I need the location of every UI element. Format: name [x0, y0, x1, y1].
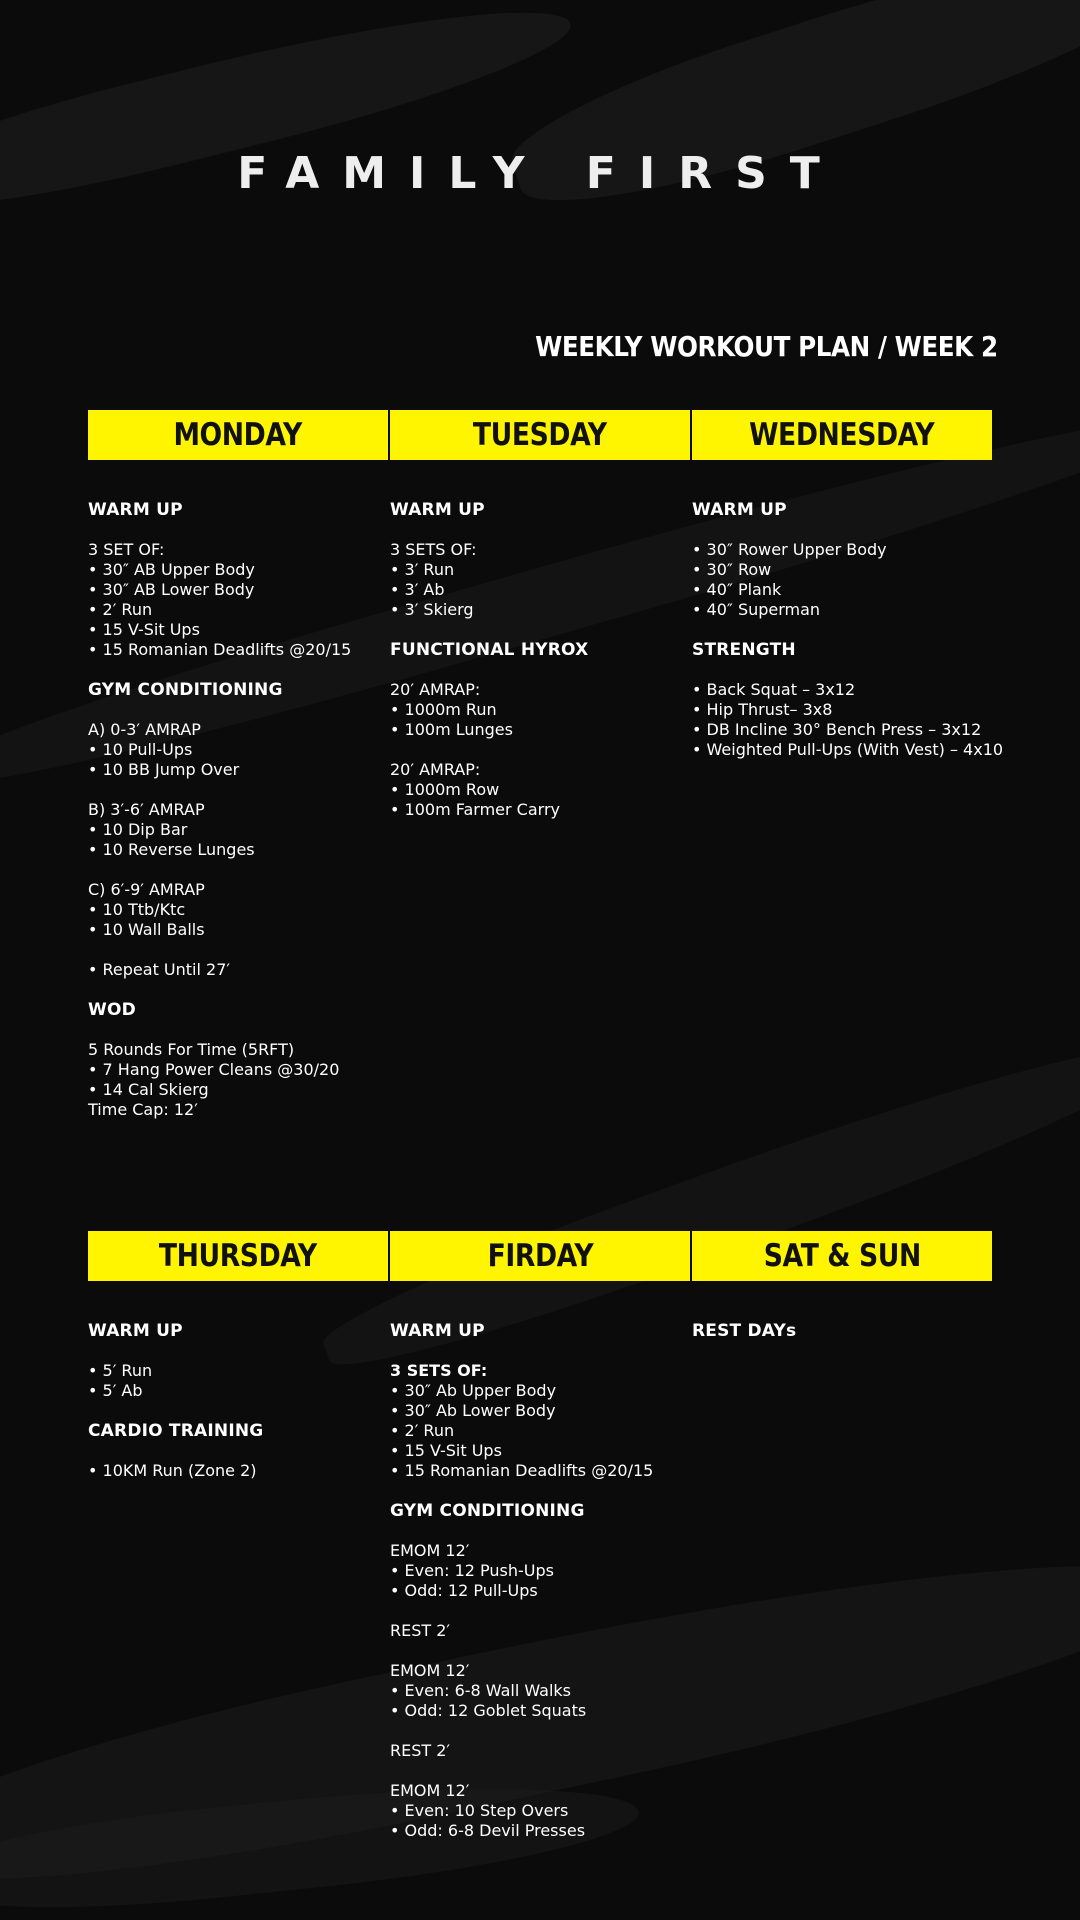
- section-title: WOD: [88, 1000, 136, 1020]
- exercise-line: • Odd: 12 Goblet Squats: [390, 1701, 587, 1720]
- exercise-line: • 15 V-Sit Ups: [88, 620, 200, 639]
- exercise-line: • 40″ Superman: [692, 600, 821, 619]
- section-title: GYM CONDITIONING: [88, 680, 283, 700]
- workout-section: [88, 1421, 388, 1481]
- exercise-line: 3 SETS OF:: [390, 540, 477, 559]
- exercise-line: • Even: 10 Step Overs: [390, 1801, 569, 1820]
- exercise-group: [88, 540, 388, 660]
- exercise-line: • 1000m Row: [390, 780, 500, 799]
- exercise-group: [390, 760, 690, 820]
- exercise-line: • 30″ Ab Lower Body: [390, 1401, 556, 1420]
- workout-section: [692, 500, 992, 620]
- workout-section: [88, 680, 388, 980]
- exercise-line: EMOM 12′: [390, 1781, 470, 1800]
- exercise-line: • 10 Ttb/Ktc: [88, 900, 186, 919]
- section-title: REST DAYs: [692, 1321, 797, 1341]
- workout-section: [692, 1321, 992, 1341]
- exercise-line: • 1000m Run: [390, 700, 497, 719]
- exercise-line: • 30″ Ab Upper Body: [390, 1381, 557, 1400]
- exercise-group: [88, 1361, 388, 1401]
- exercise-group: [88, 1461, 388, 1481]
- exercise-line: Time Cap: 12′: [88, 1100, 198, 1119]
- exercise-line: • 10 Wall Balls: [88, 920, 205, 939]
- section-title: FUNCTIONAL HYROX: [390, 640, 589, 660]
- exercise-line: 3 SET OF:: [88, 540, 165, 559]
- day-header-thursday: THURSDAY: [88, 1231, 390, 1281]
- exercise-line: • Even: 6-8 Wall Walks: [390, 1681, 572, 1700]
- exercise-group: [390, 1661, 690, 1721]
- workout-section: [88, 1000, 388, 1120]
- exercise-line: EMOM 12′: [390, 1661, 470, 1680]
- exercise-line: • 30″ AB Lower Body: [88, 580, 255, 599]
- exercise-line: • 2′ Run: [390, 1421, 455, 1440]
- day-column-friday: [390, 1321, 690, 1861]
- exercise-group: [390, 1541, 690, 1601]
- exercise-group: [692, 680, 1004, 760]
- exercise-line: • 30″ Row: [692, 560, 772, 579]
- exercise-group: [390, 1621, 690, 1641]
- section-title: WARM UP: [88, 1321, 183, 1341]
- day-column-wednesday: [692, 500, 1004, 780]
- exercise-line: • Even: 12 Push-Ups: [390, 1561, 554, 1580]
- section-title: WARM UP: [390, 1321, 485, 1341]
- exercise-group: [390, 680, 690, 740]
- brush-stroke: [499, 0, 1080, 235]
- exercise-line: • Back Squat – 3x12: [692, 680, 856, 699]
- day-header-monday: MONDAY: [88, 410, 390, 460]
- section-title: WARM UP: [88, 500, 183, 520]
- exercise-line: • 10 Pull-Ups: [88, 740, 193, 759]
- exercise-line: • 10 Reverse Lunges: [88, 840, 255, 859]
- exercise-group: [88, 720, 388, 780]
- exercise-line: REST 2′: [390, 1741, 451, 1760]
- exercise-line: 3 SETS OF:: [390, 1361, 488, 1380]
- exercise-line: • Weighted Pull-Ups (With Vest) – 4x10: [692, 740, 1004, 759]
- exercise-line: • 30″ Rower Upper Body: [692, 540, 887, 559]
- section-title: CARDIO TRAINING: [88, 1421, 264, 1441]
- section-title: WARM UP: [692, 500, 787, 520]
- exercise-line: • 3′ Ab: [390, 580, 445, 599]
- exercise-group: [88, 880, 388, 940]
- exercise-line: • 100m Lunges: [390, 720, 513, 739]
- exercise-line: • DB Incline 30° Bench Press – 3x12: [692, 720, 982, 739]
- exercise-line: • 15 Romanian Deadlifts @20/15: [88, 640, 352, 659]
- exercise-line: • 5′ Run: [88, 1361, 153, 1380]
- exercise-line: • 15 Romanian Deadlifts @20/15: [390, 1461, 654, 1480]
- exercise-line: • 100m Farmer Carry: [390, 800, 560, 819]
- exercise-line: B) 3′-6′ AMRAP: [88, 800, 205, 819]
- exercise-line: 20′ AMRAP:: [390, 760, 481, 779]
- exercise-line: • 3′ Skierg: [390, 600, 474, 619]
- exercise-group: [390, 540, 690, 620]
- exercise-line: • 40″ Plank: [692, 580, 782, 599]
- day-header-wednesday: WEDNESDAY: [692, 410, 992, 460]
- day-header-friday: FIRDAY: [390, 1231, 692, 1281]
- header-row-week-end: [88, 1231, 992, 1281]
- workout-section: [390, 640, 690, 820]
- exercise-line: A) 0-3′ AMRAP: [88, 720, 201, 739]
- day-header-tuesday: TUESDAY: [390, 410, 692, 460]
- exercise-group: [88, 960, 388, 980]
- exercise-line: • 7 Hang Power Cleans @30/20: [88, 1060, 340, 1079]
- exercise-line: • 10KM Run (Zone 2): [88, 1461, 257, 1480]
- exercise-group: [88, 1040, 388, 1120]
- day-header-weekend: SAT & SUN: [692, 1231, 992, 1281]
- exercise-line: • 15 V-Sit Ups: [390, 1441, 502, 1460]
- exercise-line: • 30″ AB Upper Body: [88, 560, 255, 579]
- exercise-line: • 14 Cal Skierg: [88, 1080, 209, 1099]
- exercise-line: • Hip Thrust– 3x8: [692, 700, 833, 719]
- page-title: FAMILY FIRST: [237, 148, 843, 199]
- exercise-line: • 10 BB Jump Over: [88, 760, 240, 779]
- exercise-line: 5 Rounds For Time (5RFT): [88, 1040, 295, 1059]
- section-title: STRENGTH: [692, 640, 796, 660]
- workout-section: [390, 500, 690, 620]
- day-column-tuesday: [390, 500, 690, 840]
- exercise-line: • Repeat Until 27′: [88, 960, 231, 979]
- workout-section: [88, 500, 388, 660]
- exercise-group: [390, 1741, 690, 1761]
- exercise-line: • 5′ Ab: [88, 1381, 143, 1400]
- day-column-thursday: [88, 1321, 388, 1501]
- exercise-line: C) 6′-9′ AMRAP: [88, 880, 205, 899]
- exercise-line: • Odd: 6-8 Devil Presses: [390, 1821, 586, 1840]
- exercise-group: [692, 540, 992, 620]
- exercise-line: • Odd: 12 Pull-Ups: [390, 1581, 538, 1600]
- exercise-line: 20′ AMRAP:: [390, 680, 481, 699]
- section-title: WARM UP: [390, 500, 485, 520]
- exercise-group: [390, 1361, 690, 1481]
- exercise-line: • 2′ Run: [88, 600, 153, 619]
- section-title: GYM CONDITIONING: [390, 1501, 585, 1521]
- exercise-line: REST 2′: [390, 1621, 451, 1640]
- exercise-line: • 10 Dip Bar: [88, 820, 188, 839]
- workout-section: [692, 640, 1004, 760]
- exercise-line: • 3′ Run: [390, 560, 455, 579]
- exercise-group: [390, 1781, 690, 1841]
- exercise-group: [88, 800, 388, 860]
- workout-section: [88, 1321, 388, 1401]
- workout-section: [390, 1321, 690, 1481]
- header-row-week-start: [88, 410, 992, 460]
- exercise-line: EMOM 12′: [390, 1541, 470, 1560]
- page-subtitle: WEEKLY WORKOUT PLAN / WEEK 2: [535, 330, 998, 363]
- day-column-weekend: [692, 1321, 992, 1361]
- workout-section: [390, 1501, 690, 1841]
- day-column-monday: [88, 500, 388, 1140]
